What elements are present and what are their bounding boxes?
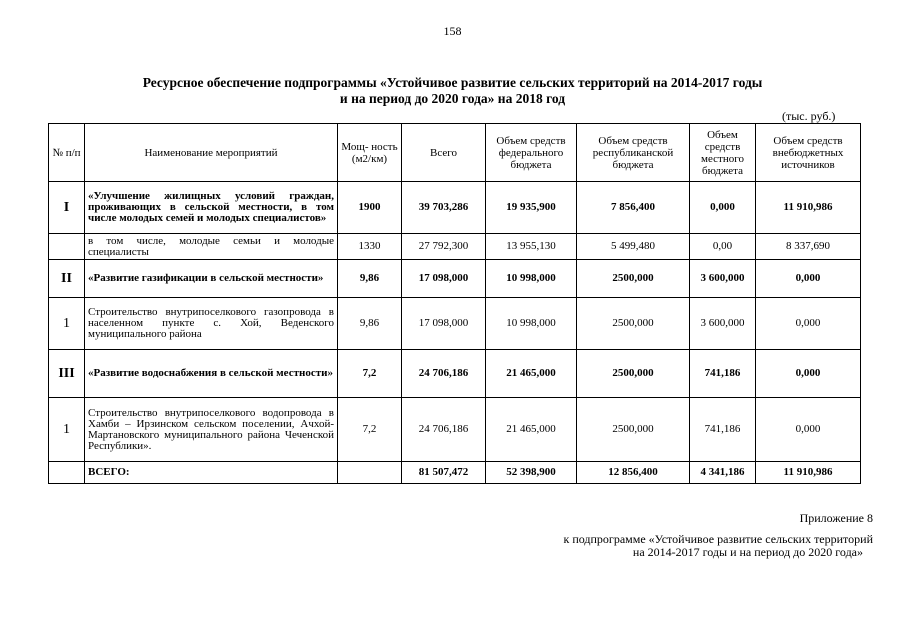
cell-num: III: [49, 350, 85, 398]
cell-total: 24 706,186: [402, 350, 486, 398]
cell-total: 27 792,300: [402, 234, 486, 260]
header-total: Всего: [402, 124, 486, 182]
cell-name: ВСЕГО:: [85, 462, 338, 484]
page-number: 158: [443, 24, 462, 38]
cell-republic: 2500,000: [577, 298, 690, 350]
cell-federal: 21 465,000: [486, 350, 577, 398]
table-row: [49, 234, 861, 260]
title-line-1: Ресурсное обеспечение подпрограммы «Устойчивое развитие сельских территорий на 2014-2017 годы: [142, 75, 763, 90]
cell-power: 1900: [338, 182, 402, 234]
document-title: [0, 75, 905, 107]
cell-power: 7,2: [338, 350, 402, 398]
cell-num: 1: [49, 298, 85, 350]
table-row: [49, 260, 861, 298]
table-row: [49, 182, 861, 234]
cell-local: 3 600,000: [690, 298, 756, 350]
cell-total: 39 703,286: [402, 182, 486, 234]
cell-federal: 10 998,000: [486, 260, 577, 298]
appendix-block: [473, 512, 873, 559]
header-num: № п/п: [49, 124, 85, 182]
cell-federal: 21 465,000: [486, 398, 577, 462]
cell-extra: 8 337,690: [756, 234, 861, 260]
cell-local: 0,000: [690, 182, 756, 234]
header-republic: Объем средств республиканской бюджета: [577, 124, 690, 182]
cell-total: 17 098,000: [402, 298, 486, 350]
header-local: Объем средств местного бюджета: [690, 124, 756, 182]
cell-extra: 0,000: [756, 398, 861, 462]
cell-name: Строительство внутрипоселкового газопровода в населенном пункте с. Хой, Веденского муниципального района: [85, 298, 338, 350]
cell-name: «Развитие газификации в сельской местности»: [85, 260, 338, 298]
cell-num: [49, 462, 85, 484]
header-name: Наименование мероприятий: [85, 124, 338, 182]
cell-federal: 10 998,000: [486, 298, 577, 350]
cell-republic: 12 856,400: [577, 462, 690, 484]
cell-federal: 19 935,900: [486, 182, 577, 234]
unit-label: (тыс. руб.): [782, 109, 836, 123]
cell-extra: 0,000: [756, 350, 861, 398]
cell-total: 17 098,000: [402, 260, 486, 298]
cell-local: 0,00: [690, 234, 756, 260]
header-row: [49, 124, 861, 182]
cell-power: [338, 462, 402, 484]
table-row: [49, 298, 861, 350]
cell-local: 741,186: [690, 398, 756, 462]
appendix-title: Приложение 8: [799, 511, 873, 525]
title-line-2: и на период до 2020 года» на 2018 год: [339, 91, 566, 106]
header-extra: Объем средств внебюджетных источников: [756, 124, 861, 182]
cell-name: Строительство внутрипоселкового водопровода в Хамби – Ирзинском сельском поселении, Ачхой-Мартановского муниципального района Чеченской Республики».: [85, 398, 338, 462]
cell-power: 9,86: [338, 298, 402, 350]
cell-name: «Развитие водоснабжения в сельской местности»: [85, 350, 338, 398]
cell-local: 741,186: [690, 350, 756, 398]
cell-num: I: [49, 182, 85, 234]
appendix-line-1: к подпрограмме «Устойчивое развитие сельских территорий: [563, 532, 873, 546]
cell-local: 3 600,000: [690, 260, 756, 298]
table-row-total: [49, 462, 861, 484]
cell-name: «Улучшение жилищных условий граждан, проживающих в сельской местности, в том числе молодых семей и молодых специалистов»: [85, 182, 338, 234]
header-power: Мощ- ность (м2/км): [338, 124, 402, 182]
cell-local: 4 341,186: [690, 462, 756, 484]
cell-extra: 0,000: [756, 298, 861, 350]
resource-table: [48, 123, 861, 484]
table-row: [49, 350, 861, 398]
cell-republic: 2500,000: [577, 398, 690, 462]
cell-federal: 13 955,130: [486, 234, 577, 260]
cell-total: 24 706,186: [402, 398, 486, 462]
cell-power: 9,86: [338, 260, 402, 298]
cell-total: 81 507,472: [402, 462, 486, 484]
cell-federal: 52 398,900: [486, 462, 577, 484]
cell-extra: 11 910,986: [756, 462, 861, 484]
cell-republic: 2500,000: [577, 350, 690, 398]
cell-extra: 11 910,986: [756, 182, 861, 234]
cell-name: в том числе, молодые семьи и молодые специалисты: [85, 234, 338, 260]
cell-republic: 2500,000: [577, 260, 690, 298]
cell-power: 1330: [338, 234, 402, 260]
cell-republic: 5 499,480: [577, 234, 690, 260]
table-row: [49, 398, 861, 462]
cell-num: 1: [49, 398, 85, 462]
cell-extra: 0,000: [756, 260, 861, 298]
header-federal: Объем средств федерального бюджета: [486, 124, 577, 182]
appendix-line-2: на 2014-2017 годы и на период до 2020 года»: [632, 545, 863, 559]
cell-power: 7,2: [338, 398, 402, 462]
cell-republic: 7 856,400: [577, 182, 690, 234]
cell-num: [49, 234, 85, 260]
cell-num: II: [49, 260, 85, 298]
